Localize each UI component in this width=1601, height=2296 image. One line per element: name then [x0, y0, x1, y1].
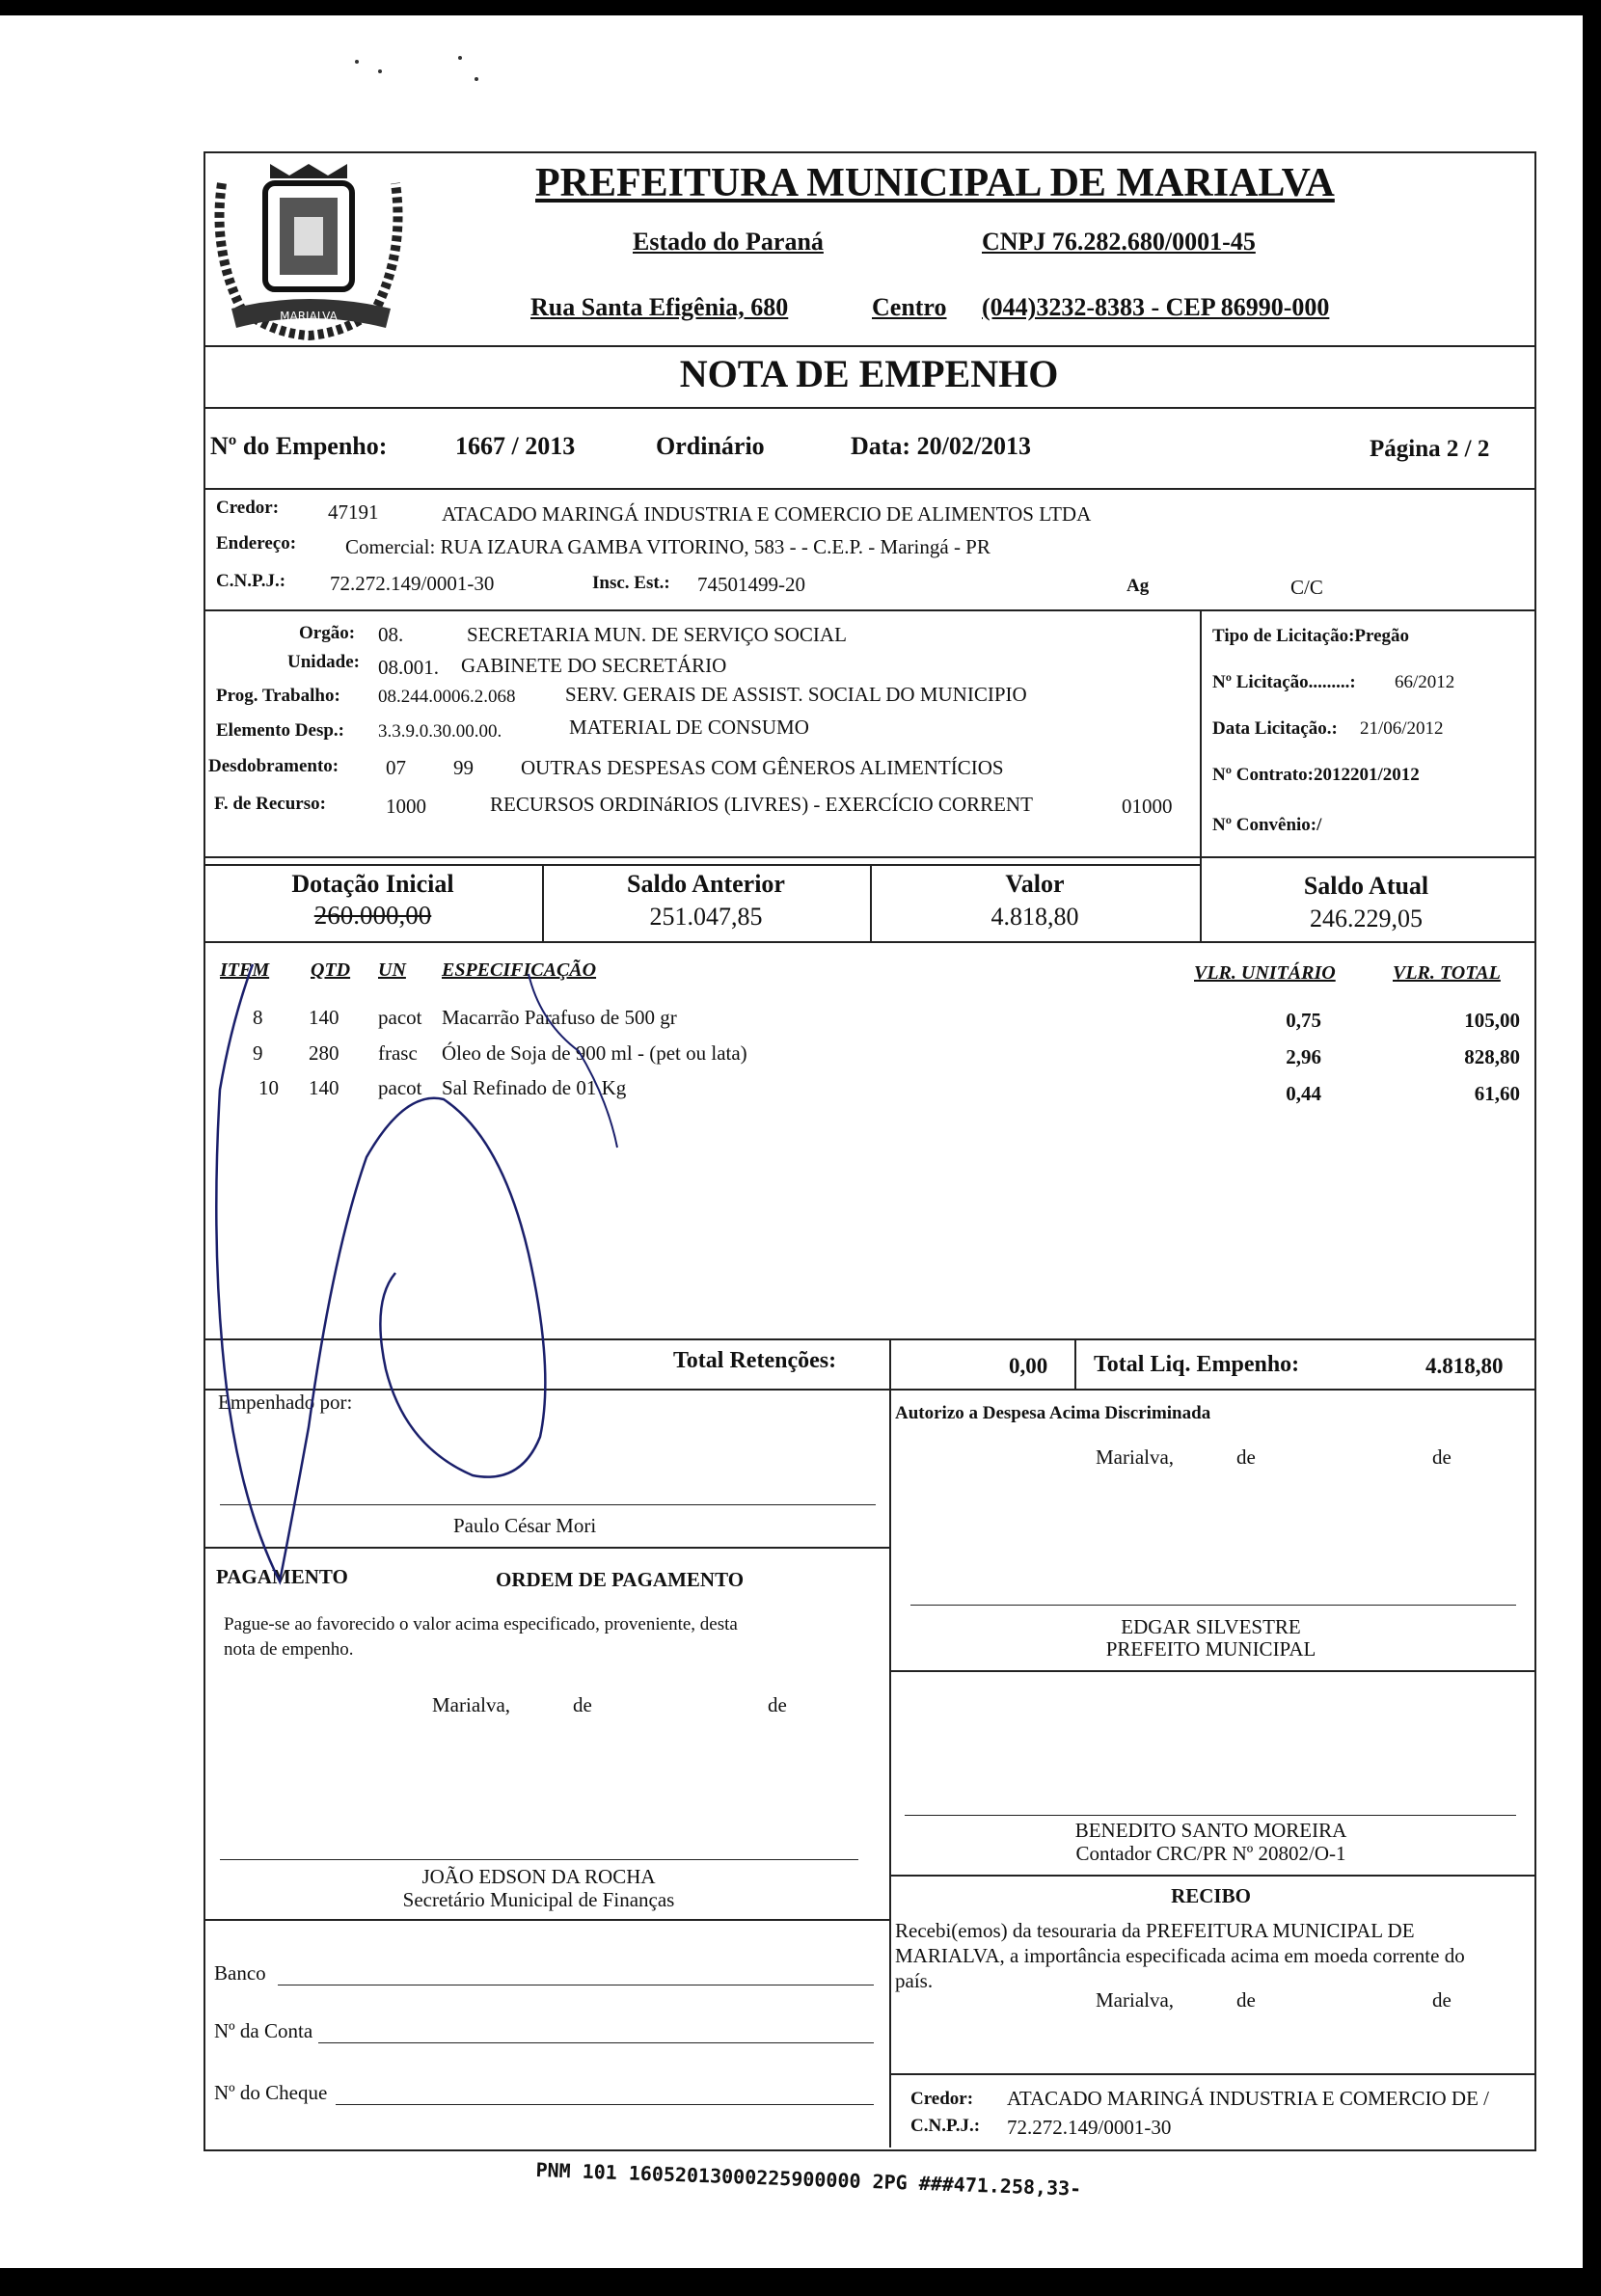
cheque-field[interactable] — [336, 2104, 874, 2105]
page-number: Página 2 / 2 — [1370, 436, 1490, 462]
empenho-number-label: Nº do Empenho: — [210, 432, 388, 460]
item-number: 9 — [253, 1041, 263, 1065]
credor-name: ATACADO MARINGÁ INDUSTRIA E COMERCIO DE ALIMENTOS LTDA — [442, 502, 1092, 526]
pagamento-text-1: Pague-se ao favorecido o valor acima especificado, proveniente, desta — [224, 1614, 738, 1634]
insc-label: Insc. Est.: — [592, 573, 670, 593]
recibo-de-1: de — [1236, 1988, 1256, 2012]
prog-label: Prog. Trabalho: — [216, 686, 340, 706]
cnpj-label: CNPJ 76.282.680/0001-45 — [982, 228, 1256, 256]
municipal-crest-icon — [203, 164, 415, 342]
items-col-un: UN — [378, 959, 406, 981]
recibo-city: Marialva, — [1096, 1988, 1175, 2012]
phone-cep-label: (044)3232-8383 - CEP 86990-000 — [982, 293, 1330, 321]
dotacao-value: 260.000,00 — [313, 901, 432, 930]
item-total: 61,60 — [1474, 1082, 1520, 1105]
pagamento-de-1: de — [573, 1693, 592, 1716]
prog-name: SERV. GERAIS DE ASSIST. SOCIAL DO MUNICIPIO — [565, 683, 1027, 706]
autorizo-de-2: de — [1432, 1445, 1452, 1469]
conta-label: Nº da Conta — [214, 2019, 313, 2042]
autorizo-city: Marialva, — [1096, 1445, 1175, 1469]
district-label: Centro — [872, 293, 947, 321]
elemento-label: Elemento Desp.: — [216, 720, 344, 741]
recurso-code-2: 01000 — [1122, 795, 1173, 818]
item-unit: frasc — [378, 1041, 418, 1065]
ag-label: Ag — [1126, 576, 1150, 596]
item-number: 10 — [258, 1076, 279, 1099]
recibo-text-2: MARIALVA, a importância especificada acima em moeda corrente do — [895, 1944, 1465, 1967]
items-col-item: ITEM — [220, 959, 270, 981]
footer-credor-label: Credor: — [910, 2089, 974, 2109]
empenho-date: Data: 20/02/2013 — [851, 432, 1032, 460]
dotacao-label: Dotação Inicial — [291, 870, 454, 898]
pagamento-city: Marialva, — [432, 1693, 511, 1716]
unidade-name: GABINETE DO SECRETÁRIO — [461, 654, 727, 677]
item-number: 8 — [253, 1006, 263, 1029]
conta-field[interactable] — [318, 2042, 874, 2043]
saldo-atual-value: 246.229,05 — [1310, 905, 1423, 932]
saldo-anterior-value: 251.047,85 — [649, 903, 763, 931]
scan-speck — [355, 60, 359, 64]
credor-label: Credor: — [216, 498, 280, 518]
desdobramento-code-1: 07 — [386, 756, 406, 779]
credor-code: 47191 — [328, 500, 379, 524]
cheque-label: Nº do Cheque — [214, 2081, 328, 2104]
credor-address: Comercial: RUA IZAURA GAMBA VITORINO, 583 - - C.E.P. - Maringá - PR — [345, 535, 990, 558]
items-col-unit: VLR. UNITÁRIO — [1194, 962, 1336, 984]
pagamento-de-2: de — [768, 1693, 787, 1716]
item-unit-price: 0,75 — [1286, 1009, 1321, 1032]
recurso-label: F. de Recurso: — [214, 794, 326, 814]
scan-speck — [458, 56, 462, 60]
recibo-de-2: de — [1432, 1988, 1452, 2012]
valor-label: Valor — [1005, 870, 1065, 898]
empenhado-label: Empenhado por: — [218, 1391, 353, 1414]
desdobramento-code-2: 99 — [453, 756, 474, 779]
footer-cnpj-label: C.N.P.J.: — [910, 2116, 981, 2136]
address-label: Rua Santa Efigênia, 680 — [530, 293, 789, 321]
contador-title: Contador CRC/PR Nº 20802/O-1 — [1075, 1842, 1346, 1865]
licitacao-number-label: Nº Licitação.........: — [1212, 672, 1356, 692]
doc-title: NOTA DE EMPENHO — [679, 352, 1059, 395]
empenhado-signer: Paulo César Mori — [453, 1514, 597, 1537]
elemento-name: MATERIAL DE CONSUMO — [569, 716, 809, 739]
orgao-code: 08. — [378, 623, 404, 646]
licitacao-number: 66/2012 — [1395, 672, 1455, 692]
recibo-label: RECIBO — [1171, 1884, 1251, 1907]
items-col-qtd: QTD — [311, 959, 351, 981]
autorizo-de-1: de — [1236, 1445, 1256, 1469]
item-qty: 280 — [309, 1041, 339, 1065]
address-field-label: Endereço: — [216, 533, 297, 554]
desdobramento-name: OUTRAS DESPESAS COM GÊNEROS ALIMENTÍCIOS — [521, 756, 1004, 779]
licitacao-date-label: Data Licitação.: — [1212, 718, 1338, 739]
convenio-number: Nº Convênio:/ — [1212, 815, 1322, 835]
prefeito-name: EDGAR SILVESTRE — [1121, 1615, 1301, 1638]
total-liquido-label: Total Liq. Empenho: — [1094, 1352, 1300, 1377]
retencoes-value: 0,00 — [1009, 1354, 1048, 1378]
recurso-code: 1000 — [386, 795, 426, 818]
recibo-text-1: Recebi(emos) da tesouraria da PREFEITURA MUNICIPAL DE — [895, 1919, 1415, 1942]
insc-value: 74501499-20 — [697, 573, 805, 596]
credor-cnpj: 72.272.149/0001-30 — [330, 572, 495, 595]
orgao-name: SECRETARIA MUN. DE SERVIÇO SOCIAL — [467, 623, 847, 646]
item-desc: Macarrão Parafuso de 500 gr — [442, 1006, 677, 1029]
empenho-type: Ordinário — [656, 432, 765, 460]
secretario-title: Secretário Municipal de Finanças — [402, 1888, 675, 1911]
contador-name: BENEDITO SANTO MOREIRA — [1074, 1819, 1347, 1842]
unidade-code: 08.001. — [378, 656, 439, 679]
empenho-number: 1667 / 2013 — [455, 432, 576, 460]
licitacao-type: Tipo de Licitação:Pregão — [1212, 626, 1410, 646]
scan-speck — [475, 77, 478, 81]
item-unit-price: 0,44 — [1286, 1082, 1321, 1105]
state-label: Estado do Paraná — [633, 228, 824, 256]
banco-label: Banco — [214, 1961, 266, 1985]
retencoes-label: Total Retenções: — [673, 1348, 837, 1373]
recurso-name: RECURSOS ORDINáRIOS (LIVRES) - EXERCÍCIO CORRENT — [490, 793, 1033, 816]
credor-cnpj-label: C.N.P.J.: — [216, 571, 286, 591]
orgao-label: Orgão: — [299, 623, 356, 643]
scan-border-right — [1583, 0, 1601, 2296]
prefeito-title: PREFEITO MUNICIPAL — [1105, 1637, 1316, 1661]
valor-value: 4.818,80 — [990, 903, 1079, 931]
saldo-anterior-label: Saldo Anterior — [627, 870, 785, 898]
prog-code: 08.244.0006.2.068 — [378, 687, 516, 707]
item-total: 828,80 — [1464, 1045, 1520, 1068]
bank-authentication-stamp: PNM 101 16052013000225900000 2PG ###471.258,33- — [535, 2158, 1082, 2201]
saldo-atual-label: Saldo Atual — [1303, 872, 1429, 900]
items-col-espec: ESPECIFICAÇÃO — [442, 959, 597, 981]
footer-cnpj: 72.272.149/0001-30 — [1007, 2116, 1172, 2139]
scan-border-top — [0, 0, 1601, 15]
item-unit: pacot — [378, 1006, 422, 1029]
desdobramento-label: Desdobramento: — [208, 756, 339, 776]
item-total: 105,00 — [1464, 1009, 1520, 1032]
page-title: PREFEITURA MUNICIPAL DE MARIALVA — [535, 161, 1335, 205]
item-qty: 140 — [309, 1006, 339, 1029]
svg-text:MARIALVA: MARIALVA — [280, 310, 338, 323]
item-desc: Óleo de Soja de 900 ml - (pet ou lata) — [442, 1041, 747, 1065]
contrato-number: Nº Contrato:2012201/2012 — [1212, 765, 1420, 785]
item-unit: pacot — [378, 1076, 422, 1099]
items-col-total: VLR. TOTAL — [1393, 962, 1501, 984]
item-qty: 140 — [309, 1076, 339, 1099]
autorizo-label: Autorizo a Despesa Acima Discriminada — [895, 1403, 1211, 1423]
scan-border-bottom — [0, 2268, 1601, 2296]
total-liquido-value: 4.818,80 — [1425, 1354, 1504, 1378]
secretario-name: JOÃO EDSON DA ROCHA — [421, 1865, 656, 1888]
scan-speck — [378, 69, 382, 73]
recibo-text-3: país. — [895, 1969, 934, 1992]
pagamento-label: PAGAMENTO — [216, 1565, 348, 1588]
footer-credor-name: ATACADO MARINGÁ INDUSTRIA E COMERCIO DE / — [1007, 2087, 1489, 2110]
item-unit-price: 2,96 — [1286, 1045, 1321, 1068]
cc-label: C/C — [1290, 576, 1323, 599]
unidade-label: Unidade: — [287, 652, 360, 672]
pagamento-text-2: nota de empenho. — [224, 1639, 354, 1660]
licitacao-date: 21/06/2012 — [1360, 718, 1444, 739]
elemento-code: 3.3.9.0.30.00.00. — [378, 721, 502, 742]
item-desc: Sal Refinado de 01 Kg — [442, 1076, 627, 1099]
ordem-pagamento-label: ORDEM DE PAGAMENTO — [496, 1568, 745, 1591]
